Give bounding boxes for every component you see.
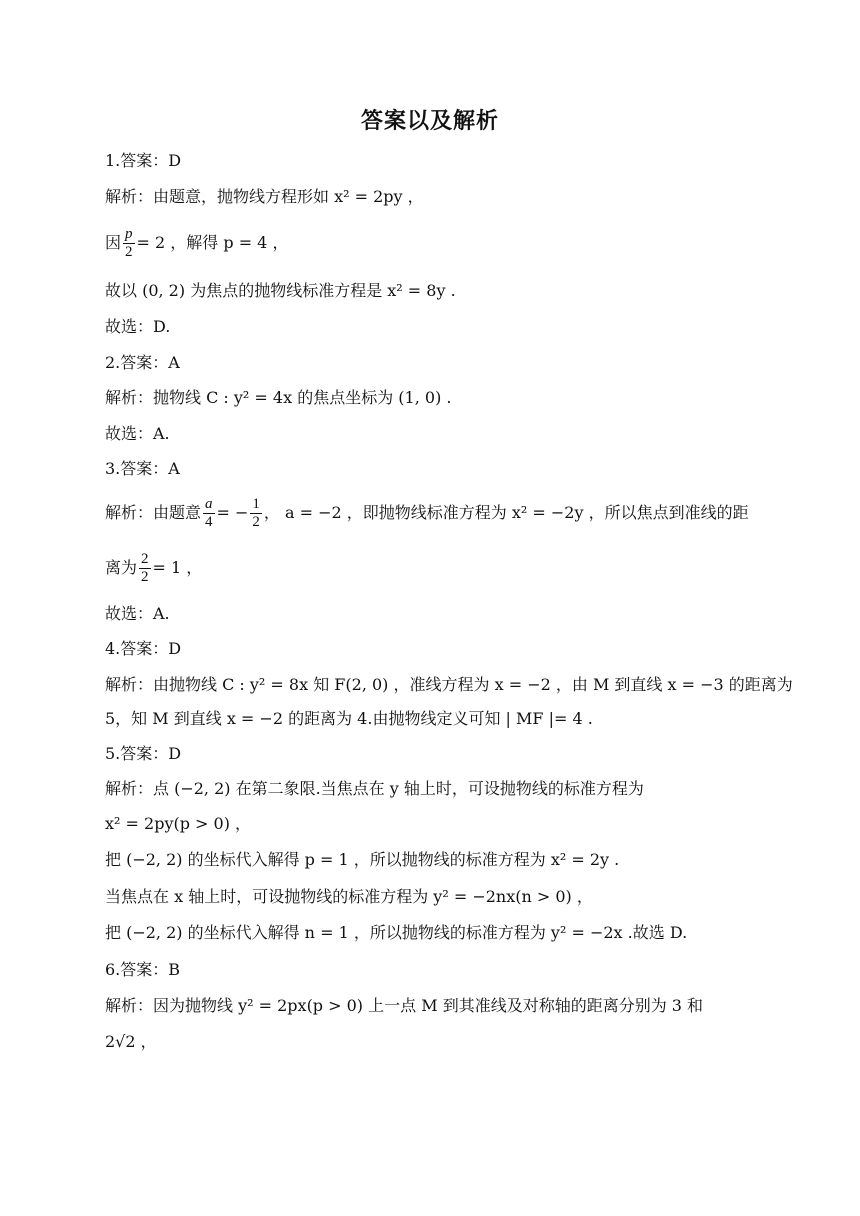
page-title: 答案以及解析 [360, 109, 499, 134]
q3-analysis-2: 离为 $\frac{2}{2}$ = 1 ， [105, 551, 203, 585]
q1-analysis-2-rest: = 2 ，解得 p = 4 ， [136, 233, 289, 252]
q1-analysis-3: 故以 (0, 2) 为焦点的抛物线标准方程是 x² = 8y . [105, 281, 456, 300]
q5-analysis-2: x² = 2py(p > 0) ， [105, 814, 252, 833]
q6-answer: 6.答案：B [105, 960, 181, 979]
q5-analysis-4: 当焦点在 x 轴上时，可设抛物线的标准方程为 y² = −2nx(n > 0) ， [105, 887, 593, 906]
q3-answer: 3.答案：A [105, 459, 180, 478]
q1-prefix: 因 [105, 233, 122, 252]
q1-analysis-2 [105, 226, 288, 261]
q4-answer: 4.答案：D [105, 639, 182, 658]
q5-analysis-1: 解析：点 (−2, 2) 在第二象限.当焦点在 y 轴上时，可设抛物线的标准方程为 [105, 779, 644, 798]
q1-choice: 故选：D. [105, 317, 171, 336]
q2-answer: 2.答案：A [105, 353, 180, 372]
q1-analysis-1: 解析：由题意，抛物线方程形如 x² = 2py ， [105, 187, 424, 206]
fraction-p-over-2: $\frac{p}{2}$ [125, 226, 133, 260]
q3-analysis-1: 解析：由题意 $\frac{a}{4}$ = − $\frac{1}{2}$ ， a = −2 ，即抛物线标准方程为 x² = −2y ，所以焦点到准线的距 [105, 496, 749, 530]
q4-analysis-2: 5，知 M 到直线 x = −2 的距离为 4.由抛物线定义可知 | MF |= 4 . [105, 709, 593, 728]
q2-choice: 故选：A. [105, 424, 170, 443]
q4-analysis-1: 解析：由抛物线 C : y² = 8x 知 F(2, 0) ，准线方程为 x = −2 ，由 M 到直线 x = −3 的距离为 [105, 675, 793, 694]
q5-analysis-3: 把 (−2, 2) 的坐标代入解得 p = 1 ，所以抛物线的标准方程为 x² = 2y . [105, 850, 620, 869]
fraction-a-over-4: $\frac{a}{4}$ [205, 496, 213, 530]
fraction-two-over-2: $\frac{2}{2}$ [141, 551, 149, 585]
q6-analysis-2: 2√2 ， [105, 1032, 157, 1051]
q5-analysis-5: 把 (−2, 2) 的坐标代入解得 n = 1 ，所以抛物线的标准方程为 y² = −2x .故选 D. [105, 923, 688, 942]
q5-answer: 5.答案：D [105, 744, 182, 763]
q6-analysis-1: 解析：因为抛物线 y² = 2px(p > 0) 上一点 M 到其准线及对称轴的距离分别为 3 和 [105, 996, 704, 1015]
fraction-one-half: $\frac{1}{2}$ [252, 496, 260, 530]
q3-choice: 故选：A. [105, 604, 170, 623]
q1-answer: 1.答案：D [105, 151, 182, 170]
q2-analysis: 解析：抛物线 C : y² = 4x 的焦点坐标为 (1, 0) . [105, 388, 452, 407]
